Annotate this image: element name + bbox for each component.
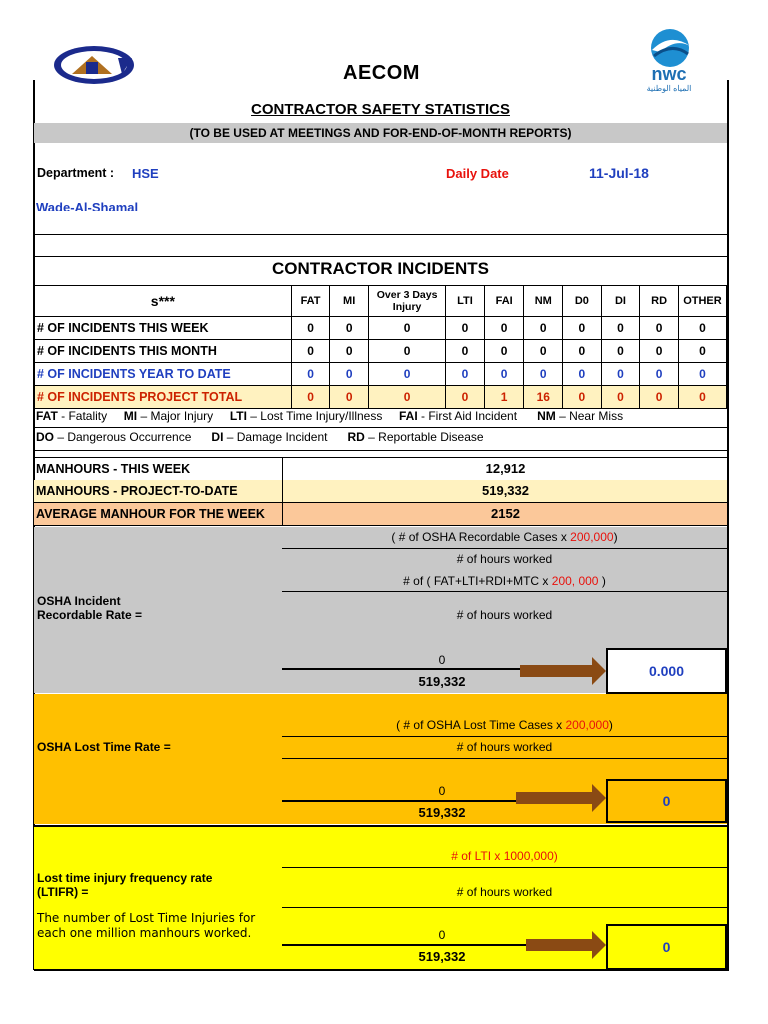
fraction-line [282, 758, 727, 759]
legend-item: DO – Dangerous Occurrence [36, 430, 192, 444]
department-value: HSE [132, 166, 159, 181]
table-cell: 0 [563, 386, 602, 409]
table-cell: 0 [601, 340, 640, 363]
lost-time-numerator: 0 [438, 784, 446, 798]
column-header: DI [601, 286, 640, 317]
ltifr-hours: # of hours worked [456, 885, 553, 899]
table-cell: 0 [524, 363, 563, 386]
recordable-denominator: 519,332 [418, 674, 466, 689]
nwc-logo-text: nwc [651, 64, 687, 84]
table-cell: 0 [678, 340, 726, 363]
ltifr-result: 0 [606, 924, 727, 970]
table-cell: 0 [640, 317, 679, 340]
arrow-icon [592, 784, 606, 812]
fraction-line [282, 736, 727, 737]
fraction-line [282, 591, 727, 592]
osha-lost-time-section [34, 694, 727, 824]
manhours-ptd-value: 519,332 [282, 480, 728, 502]
legend-item: LTI – Lost Time Injury/Illness [229, 409, 383, 423]
column-header: NM [524, 286, 563, 317]
table-cell: 0 [368, 386, 445, 409]
ltifr-label-line-2: (LTIFR) = [37, 885, 89, 899]
legend-item: FAI - First Aid Incident [399, 409, 518, 423]
legend-item: MI – Major Injury [123, 409, 214, 423]
lost-time-result: 0 [606, 779, 727, 823]
table-cell: 0 [601, 363, 640, 386]
column-header: OTHER [678, 286, 726, 317]
manhours-week-value: 12,912 [282, 458, 728, 480]
manhours-ptd-label: MANHOURS - PROJECT-TO-DATE [36, 484, 238, 498]
recordable-formula-1: ( # of OSHA Recordable Cases x 200,000) [391, 530, 618, 544]
table-cell: 0 [368, 340, 445, 363]
row-label: # OF INCIDENTS THIS WEEK [35, 317, 292, 340]
table-cell: 1 [484, 386, 524, 409]
g-logo-icon [52, 44, 136, 86]
divider [34, 256, 727, 257]
department-label: Department : [37, 166, 115, 180]
frame-right [727, 80, 729, 970]
table-cell: 0 [368, 317, 445, 340]
table-cell: 0 [330, 386, 369, 409]
table-cell: 0 [563, 317, 602, 340]
recordable-result: 0.000 [606, 648, 727, 694]
divider [34, 450, 727, 451]
page-title: CONTRACTOR SAFETY STATISTICS [251, 101, 510, 118]
legend-line-2 [36, 430, 726, 444]
divider [34, 234, 727, 235]
table-cell: 0 [446, 363, 485, 386]
incidents-title: CONTRACTOR INCIDENTS [272, 259, 489, 278]
table-cell: 0 [640, 386, 679, 409]
ltifr-label-line-1: Lost time injury frequency rate [37, 871, 213, 885]
osha-recordable-section [34, 527, 727, 693]
page-subtitle: (TO BE USED AT MEETINGS AND FOR-END-OF-MONTH REPORTS) [34, 123, 727, 143]
ltifr-denominator: 519,332 [418, 949, 466, 964]
arrow-icon [516, 792, 592, 804]
divider [34, 427, 727, 428]
table-cell: 0 [524, 317, 563, 340]
column-header: FAI [484, 286, 524, 317]
table-cell: 0 [678, 317, 726, 340]
manhours-avg-row [34, 503, 727, 526]
table-cell: 0 [563, 363, 602, 386]
incidents-table [34, 285, 727, 409]
g-logo [52, 44, 136, 86]
location-text: Wade-Al-Shamal [36, 200, 139, 211]
daily-date-label: Daily Date [446, 166, 509, 181]
table-cell: 16 [524, 386, 563, 409]
arrow-icon [592, 931, 606, 959]
legend-item: FAT - Fatality [36, 409, 108, 423]
recordable-label [37, 594, 142, 622]
table-cell: 0 [640, 340, 679, 363]
table-cell: 0 [524, 340, 563, 363]
arrow-icon [526, 939, 592, 951]
legend-item: DI – Damage Incident [211, 430, 328, 444]
table-cell: 0 [291, 386, 330, 409]
manhours-week-label: MANHOURS - THIS WEEK [36, 462, 191, 476]
table-cell: 0 [678, 386, 726, 409]
recordable-label-line-2: Recordable Rate = [37, 608, 143, 622]
aecom-logo: AECOM [343, 62, 420, 84]
lost-time-formula: ( # of OSHA Lost Time Cases x 200,000) [396, 718, 613, 732]
fraction-line [282, 907, 727, 908]
fraction-line [282, 867, 727, 868]
recordable-formula-2: # of ( FAT+LTI+RDI+MTC x 200, 000 ) [403, 574, 606, 588]
divider [34, 969, 729, 971]
manhours-ptd-row [34, 480, 727, 503]
table-cell: 0 [446, 386, 485, 409]
recordable-hours-2: # of hours worked [456, 608, 553, 622]
table-cell: 0 [678, 363, 726, 386]
fraction-line [282, 548, 727, 549]
ltifr-label [37, 871, 212, 899]
table-cell: 0 [330, 340, 369, 363]
table-row [35, 363, 727, 386]
table-row [35, 340, 727, 363]
table-row [35, 317, 727, 340]
table-cell: 0 [601, 317, 640, 340]
recordable-numerator: 0 [438, 653, 446, 667]
table-cell: 0 [291, 363, 330, 386]
table-cell: 0 [291, 317, 330, 340]
daily-date-value: 11-Jul-18 [589, 165, 649, 181]
corner-label: s*** [35, 286, 292, 317]
table-cell: 0 [291, 340, 330, 363]
table-cell: 0 [330, 363, 369, 386]
legend-item: NM – Near Miss [537, 409, 624, 423]
ltifr-numerator: 0 [438, 928, 446, 942]
nwc-logo [630, 28, 708, 94]
manhours-avg-label: AVERAGE MANHOUR FOR THE WEEK [36, 507, 265, 521]
column-header: MI [330, 286, 369, 317]
column-header: LTI [446, 286, 485, 317]
lost-time-denominator: 519,332 [418, 805, 466, 820]
table-cell: 0 [368, 363, 445, 386]
arrow-icon [520, 665, 592, 677]
table-cell: 0 [330, 317, 369, 340]
column-header: FAT [291, 286, 330, 317]
table-cell: 0 [640, 363, 679, 386]
table-cell: 0 [446, 340, 485, 363]
table-cell: 0 [484, 340, 524, 363]
column-header: RD [640, 286, 679, 317]
recordable-label-line-1: OSHA Incident [37, 594, 121, 608]
nwc-logo-arabic: المياه الوطنية [646, 84, 692, 93]
row-label: # OF INCIDENTS YEAR TO DATE [35, 363, 292, 386]
lost-time-hours: # of hours worked [456, 740, 553, 754]
legend-item: RD – Reportable Disease [347, 430, 484, 444]
arrow-icon [592, 657, 606, 685]
column-header: D0 [563, 286, 602, 317]
table-row [35, 386, 727, 409]
manhours-avg-value: 2152 [282, 503, 728, 525]
row-label: # OF INCIDENTS PROJECT TOTAL [35, 386, 292, 409]
table-cell: 0 [446, 317, 485, 340]
table-cell: 0 [484, 363, 524, 386]
column-header: Over 3 Days Injury [368, 286, 445, 317]
lost-time-label: OSHA Lost Time Rate = [37, 740, 171, 754]
table-header-row [35, 286, 727, 317]
recordable-hours-1: # of hours worked [456, 552, 553, 566]
table-cell: 0 [484, 317, 524, 340]
legend-line-1 [36, 409, 726, 423]
manhours-week-row [34, 457, 727, 481]
row-label: # OF INCIDENTS THIS MONTH [35, 340, 292, 363]
table-cell: 0 [601, 386, 640, 409]
ltifr-formula: # of LTI x 1000,000) [451, 849, 558, 863]
ltifr-description: The number of Lost Time Injuries for each one million manhours worked. [37, 911, 256, 940]
table-cell: 0 [563, 340, 602, 363]
ltifr-section [34, 827, 727, 970]
